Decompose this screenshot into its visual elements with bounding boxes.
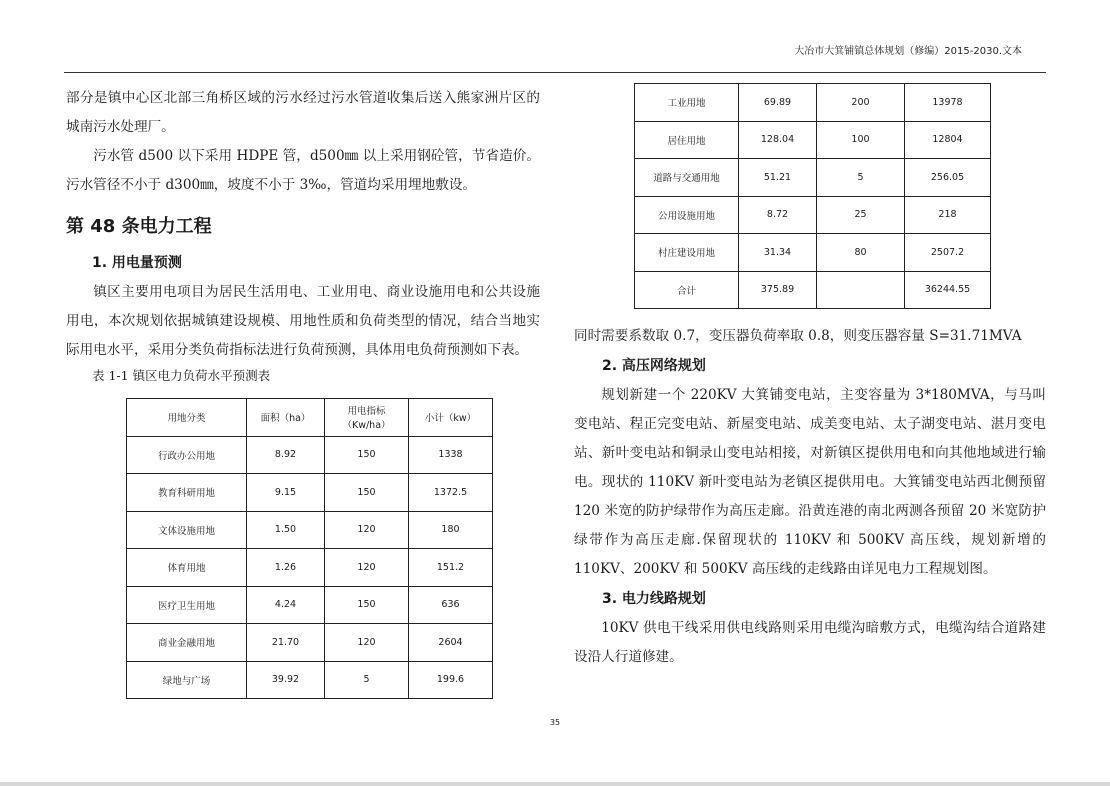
table-row: [127, 511, 493, 549]
cell-power-index: 100: [817, 121, 905, 159]
cell-area: 9.15: [247, 474, 325, 512]
cell-area: 51.21: [739, 159, 817, 197]
cell-power-index: 5: [817, 159, 905, 197]
cell-land-category: 体育用地: [127, 549, 247, 587]
cell-power-index: 120: [325, 624, 409, 662]
cell-subtotal: 13978: [905, 84, 991, 122]
table-row: [635, 121, 991, 159]
cell-land-category: 村庄建设用地: [635, 234, 739, 272]
table-caption: 表 1-1 镇区电力负荷水平预测表: [92, 368, 271, 383]
cell-land-category: 文体设施用地: [127, 511, 247, 549]
cell-subtotal: 151.2: [409, 549, 493, 587]
table-row: [127, 549, 493, 587]
cell-land-category: 行政办公用地: [127, 436, 247, 474]
cell-land-category: 绿地与广场: [127, 661, 247, 699]
paragraph-sewage-pipes: 污水管 d500 以下采用 HDPE 管，d500㎜ 以上采用钢砼管，节省造价。污水管径不小于 d300㎜，坡度不小于 3‰，管道均采用埋地敷设。: [66, 148, 540, 193]
cell-subtotal: 199.6: [409, 661, 493, 699]
cell-subtotal: 36244.55: [905, 271, 991, 309]
cell-land-category: 合计: [635, 271, 739, 309]
cell-subtotal: 636: [409, 586, 493, 624]
page-bottom-edge: [0, 782, 1110, 786]
cell-subtotal: 2604: [409, 624, 493, 662]
paragraph-load-forecast: 镇区主要用电项目为居民生活用电、工业用电、商业设施用电和公共设施用电，本次规划依据城镇建设规模、用地性质和负荷类型的情况，结合当地实际用电水平，采用分类负荷指标法进行负荷预测，具体用电负荷预测如下表。: [66, 284, 540, 358]
table-row: [127, 661, 493, 699]
cell-area: 8.92: [247, 436, 325, 474]
cell-area: 1.50: [247, 511, 325, 549]
cell-power-index: 150: [325, 436, 409, 474]
page-header-title: 大冶市大箕铺镇总体规划（修编）2015-2030.文本: [794, 46, 1022, 57]
table-row: [635, 159, 991, 197]
cell-area: 375.89: [739, 271, 817, 309]
cell-area: 8.72: [739, 196, 817, 234]
cell-subtotal: 1372.5: [409, 474, 493, 512]
cell-land-category: 居住用地: [635, 121, 739, 159]
header-power-index-label: 用电指标: [347, 406, 386, 418]
cell-power-index: 150: [325, 474, 409, 512]
cell-land-category: 医疗卫生用地: [127, 586, 247, 624]
cell-area: 128.04: [739, 121, 817, 159]
section-title-hv-network: 2. 高压网络规划: [602, 358, 706, 374]
cell-subtotal: 12804: [905, 121, 991, 159]
header-rule: [64, 72, 1046, 73]
paragraph-hv-network: 规划新建一个 220KV 大箕铺变电站，主变容量为 3*180MVA，与马叫变电站、程正完变电站、新屋变电站、成美变电站、太子湖变电站、湛月变电站、新叶变电站和铜录山变电站相接，对新镇区提供用电和向其他地域进行输电。现状的 110KV 新叶变电站为老镇区提供用电。大箕铺变电站西北侧预留 120 米宽的防护绿带作为高压走廊。沿黄连港的南北两测各预留 20 米宽防护绿带作为高压走廊.保留现状的 110KV 和 500KV 高压线，规划新增的 110KV、200KV 和 500KV 高压线的走线路由详见电力工程规划图。: [574, 387, 1046, 577]
cell-area: 31.34: [739, 234, 817, 272]
cell-power-index: 200: [817, 84, 905, 122]
cell-power-index: 120: [325, 549, 409, 587]
cell-area: 69.89: [739, 84, 817, 122]
section-title-power-lines: 3. 电力线路规划: [602, 591, 706, 607]
paragraph-transformer-capacity: 同时需要系数取 0.7，变压器负荷率取 0.8，则变压器容量 S=31.71MVA: [574, 328, 1022, 344]
cell-power-index: [817, 271, 905, 309]
cell-power-index: 25: [817, 196, 905, 234]
cell-area: 1.26: [247, 549, 325, 587]
cell-subtotal: 218: [905, 196, 991, 234]
right-column: [574, 322, 1046, 672]
cell-land-category: 道路与交通用地: [635, 159, 739, 197]
table-row: [635, 84, 991, 122]
table-header-row: [127, 399, 493, 437]
article-title: 第 48 条电力工程: [66, 216, 212, 237]
cell-subtotal: 1338: [409, 436, 493, 474]
paragraph-power-lines: 10KV 供电干线采用供电线路则采用电缆沟暗敷方式，电缆沟结合道路建设沿人行道修建。: [574, 620, 1046, 665]
section-title-load-forecast: 1. 用电量预测: [92, 255, 182, 271]
cell-land-category: 教育科研用地: [127, 474, 247, 512]
cell-power-index: 5: [325, 661, 409, 699]
cell-land-category: 公用设施用地: [635, 196, 739, 234]
cell-subtotal: 180: [409, 511, 493, 549]
header-power-index: [325, 399, 409, 437]
cell-power-index: 150: [325, 586, 409, 624]
cell-land-category: 商业金融用地: [127, 624, 247, 662]
table-row: [127, 436, 493, 474]
cell-area: 39.92: [247, 661, 325, 699]
table-row: [127, 624, 493, 662]
cell-power-index: 80: [817, 234, 905, 272]
table-row: [635, 234, 991, 272]
table-total-row: [635, 271, 991, 309]
cell-subtotal: 2507.2: [905, 234, 991, 272]
paragraph-sewage-tail: 部分是镇中心区北部三角桥区域的污水经过污水管道收集后送入熊家洲片区的城南污水处理厂。: [66, 90, 540, 135]
table-row: [127, 586, 493, 624]
left-column: [66, 84, 540, 387]
table-row: [635, 196, 991, 234]
cell-land-category: 工业用地: [635, 84, 739, 122]
load-table-part-2: [634, 83, 991, 309]
cell-area: 21.70: [247, 624, 325, 662]
table-row: [127, 474, 493, 512]
load-table-part-1: [126, 398, 493, 699]
cell-area: 4.24: [247, 586, 325, 624]
header-power-index-unit: （Kw/ha）: [342, 420, 391, 432]
header-land-category: 用地分类: [127, 399, 247, 437]
page-number: 35: [549, 718, 561, 727]
header-area: 面积（ha）: [247, 399, 325, 437]
cell-subtotal: 256.05: [905, 159, 991, 197]
header-subtotal: 小计（kw）: [409, 399, 493, 437]
cell-power-index: 120: [325, 511, 409, 549]
